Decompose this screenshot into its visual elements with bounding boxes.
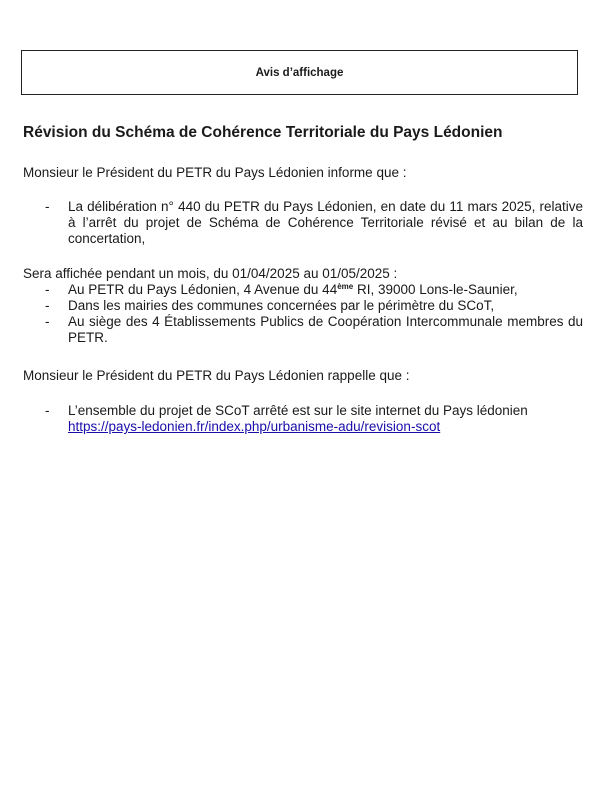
locations-list xyxy=(0,282,600,346)
display-intro: Sera affichée pendant un mois, du 01/04/2025 au 01/05/2025 : xyxy=(23,266,398,281)
reminder-item xyxy=(68,403,583,435)
intro-paragraph: Monsieur le Président du PETR du Pays Lédonien informe que : xyxy=(23,165,407,180)
header-title: Avis d’affichage xyxy=(255,66,344,79)
list-item xyxy=(0,199,600,247)
revision-scot-link[interactable]: https://pays-ledonien.fr/index.php/urbanisme-adu/revision-scot xyxy=(68,419,441,434)
deliberation-text: La délibération n° 440 du PETR du Pays Lédonien, en date du 11 mars 2025, relative à l’arrêt du projet de Schéma de Cohérence Territoriale révisé et au bilan de la concertation, xyxy=(68,199,583,246)
location-petr xyxy=(68,282,583,298)
bullet-dash: - xyxy=(45,298,50,313)
reminder-list xyxy=(0,403,600,435)
bullet-dash: - xyxy=(45,314,50,329)
location-mairies: Dans les mairies des communes concernées par le périmètre du SCoT, xyxy=(68,298,495,313)
list-item xyxy=(0,298,600,314)
location-petr-prefix: Au PETR du Pays Lédonien, 4 Avenue du 44 xyxy=(68,282,338,297)
document-title: Révision du Schéma de Cohérence Territoriale du Pays Lédonien xyxy=(23,124,503,141)
location-petr-suffix: RI, 39000 Lons-le-Saunier, xyxy=(353,282,518,297)
bullet-dash: - xyxy=(45,403,50,418)
header-box xyxy=(21,50,578,95)
reminder-intro: Monsieur le Président du PETR du Pays Lédonien rappelle que : xyxy=(23,368,410,383)
location-epci: Au siège des 4 Établissements Publics de Coopération Intercommunale membres du PETR. xyxy=(68,314,583,345)
list-item xyxy=(0,403,600,435)
reminder-text: L’ensemble du projet de SCoT arrêté est sur le site internet du Pays lédonien xyxy=(68,403,528,418)
ordinal-superscript: ème xyxy=(337,282,354,291)
bullet-dash: - xyxy=(45,199,50,214)
list-item xyxy=(0,282,600,298)
list-item xyxy=(0,314,600,346)
deliberation-list xyxy=(0,199,600,247)
bullet-dash: - xyxy=(45,282,50,297)
